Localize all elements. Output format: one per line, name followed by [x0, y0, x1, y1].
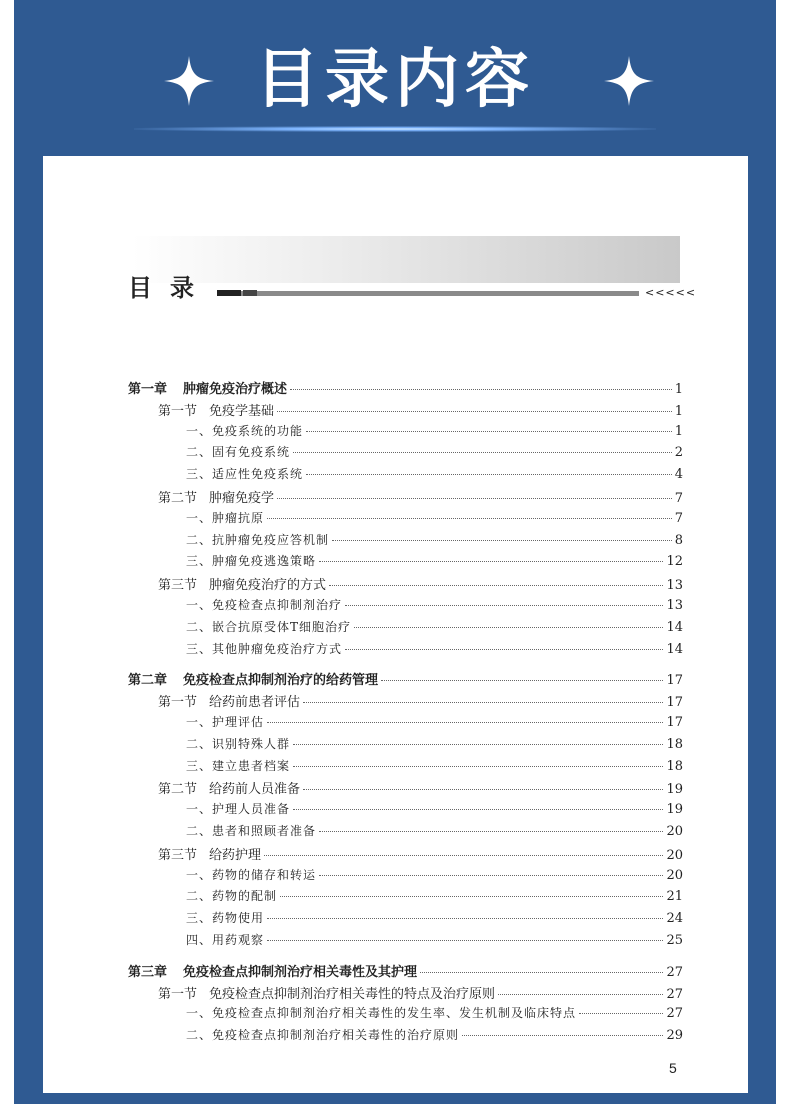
toc-chapter-title: 免疫检查点抑制剂治疗的给药管理 [183, 673, 379, 689]
chevrons-icon: <<<<< [645, 286, 697, 299]
toc-item-title: 二、患者和照顾者准备 [186, 823, 317, 838]
toc-section-number: 第一节 [158, 695, 198, 711]
toc-item-title: 二、识别特殊人群 [186, 736, 291, 751]
dot-leader [293, 766, 663, 767]
toc-item-title: 二、嵌合抗原受体T细胞治疗 [186, 619, 352, 634]
toc-item-title: 四、用药观察 [186, 932, 265, 947]
toc-page-number: 29 [666, 1028, 683, 1044]
dot-leader [267, 518, 672, 519]
dot-leader [303, 789, 663, 790]
toc-item-title: 三、药物使用 [186, 911, 265, 926]
heading-gradient-bar [132, 236, 680, 283]
toc-item-title: 一、免疫检查点抑制剂治疗相关毒性的发生率、发生机制及临床特点 [186, 1006, 577, 1021]
toc-item-row[interactable] [128, 713, 683, 735]
toc-section-title: 给药前人员准备 [209, 782, 301, 798]
toc-page-number: 7 [674, 510, 683, 526]
toc-page-number: 1 [674, 382, 683, 397]
toc-section-row[interactable] [128, 983, 683, 1005]
dot-leader [293, 452, 672, 453]
toc-page-number: 27 [666, 964, 683, 980]
toc-page-number: 1 [674, 423, 683, 439]
toc-section-row[interactable] [128, 487, 683, 509]
dot-leader [267, 918, 663, 919]
toc-page-number: 7 [674, 490, 683, 506]
dot-leader [381, 680, 663, 681]
dot-leader [264, 855, 663, 856]
dot-leader [354, 627, 663, 628]
toc-item-title: 三、肿瘤免疫逃逸策略 [186, 554, 317, 569]
toc-item-row[interactable] [128, 640, 683, 662]
dot-leader [306, 474, 672, 475]
toc-item-row[interactable] [128, 822, 683, 844]
heading-rule-accent [217, 290, 241, 296]
toc-heading: 目录 [128, 274, 212, 302]
toc-item-row[interactable] [128, 887, 683, 909]
toc-item-title: 二、固有免疫系统 [186, 445, 291, 460]
toc-item-row[interactable] [128, 931, 683, 953]
toc-page-number: 19 [666, 802, 683, 818]
toc-item-title: 一、免疫检查点抑制剂治疗 [186, 597, 343, 612]
toc-item-row[interactable] [128, 909, 683, 931]
banner-glow [134, 126, 656, 132]
toc-page-number: 25 [666, 932, 683, 948]
toc-page-number: 17 [666, 673, 683, 689]
dot-leader [498, 994, 663, 995]
toc-chapter-number: 第二章 [128, 673, 168, 689]
toc-item-row[interactable] [128, 735, 683, 757]
toc-section-title: 给药前患者评估 [209, 695, 301, 711]
toc-item-row[interactable] [128, 465, 683, 487]
toc-chapter-row[interactable] [128, 669, 683, 691]
sparkle-icon [604, 56, 654, 106]
dot-leader [303, 702, 663, 703]
toc-chapter-number: 第一章 [128, 382, 168, 397]
toc-section-title: 肿瘤免疫学 [209, 490, 275, 506]
toc-page-number: 14 [666, 619, 683, 635]
toc-page-number: 27 [666, 986, 683, 1002]
dot-leader [290, 389, 672, 390]
toc-item-row[interactable] [128, 509, 683, 531]
toc-section-number: 第二节 [158, 490, 198, 506]
toc-chapter-number: 第三章 [128, 964, 168, 980]
toc-page-number: 1 [674, 403, 683, 419]
dot-leader [293, 744, 663, 745]
dot-leader [329, 585, 663, 586]
toc-item-row[interactable] [128, 596, 683, 618]
toc-section-row[interactable] [128, 400, 683, 422]
toc-page-number: 20 [666, 823, 683, 839]
toc-section-title: 给药护理 [209, 847, 262, 863]
chapter-gap [128, 953, 683, 961]
toc-chapter-row[interactable] [128, 378, 683, 400]
toc-section-number: 第三节 [158, 578, 198, 594]
toc-item-title: 一、免疫系统的功能 [186, 423, 304, 438]
toc-page-number: 13 [666, 578, 683, 594]
toc-section-number: 第一节 [158, 986, 198, 1002]
toc-page-number: 17 [666, 695, 683, 711]
dot-leader [462, 1035, 663, 1036]
dot-leader [345, 649, 663, 650]
toc-page-number: 27 [666, 1006, 683, 1022]
banner [14, 0, 776, 155]
toc-item-title: 二、免疫检查点抑制剂治疗相关毒性的治疗原则 [186, 1028, 460, 1043]
toc-page-number: 14 [666, 641, 683, 657]
toc-chapter-title: 免疫检查点抑制剂治疗相关毒性及其护理 [183, 964, 418, 980]
heading-rule [217, 291, 639, 296]
toc-page-number: 18 [666, 758, 683, 774]
dot-leader [277, 411, 672, 412]
heading-rule-accent [243, 290, 257, 296]
toc-section-number: 第一节 [158, 403, 198, 419]
dot-leader [420, 972, 663, 973]
table-of-contents [128, 378, 683, 1048]
toc-item-title: 三、建立患者档案 [186, 758, 291, 773]
toc-item-row[interactable] [128, 866, 683, 888]
toc-item-row[interactable] [128, 552, 683, 574]
toc-page-number: 13 [666, 597, 683, 613]
toc-item-title: 一、肿瘤抗原 [186, 510, 265, 525]
dot-leader [293, 809, 663, 810]
toc-section-row[interactable] [128, 844, 683, 866]
toc-section-title: 肿瘤免疫治疗的方式 [209, 578, 327, 594]
toc-chapter-row[interactable] [128, 961, 683, 983]
toc-item-title: 三、适应性免疫系统 [186, 467, 304, 482]
dot-leader [579, 1013, 663, 1014]
toc-page-number: 20 [666, 847, 683, 863]
toc-page-number: 4 [674, 467, 683, 483]
toc-page-number: 24 [666, 911, 683, 927]
toc-section-number: 第三节 [158, 847, 198, 863]
toc-section-row[interactable] [128, 691, 683, 713]
toc-item-row[interactable] [128, 757, 683, 779]
toc-section-row[interactable] [128, 778, 683, 800]
toc-item-row[interactable] [128, 531, 683, 553]
toc-page-number: 19 [666, 782, 683, 798]
toc-page-number: 17 [666, 714, 683, 730]
toc-item-title: 一、护理人员准备 [186, 802, 291, 817]
dot-leader [280, 896, 663, 897]
toc-section-title: 免疫学基础 [209, 403, 275, 419]
dot-leader [345, 605, 663, 606]
dot-leader [277, 498, 672, 499]
toc-page-number: 18 [666, 736, 683, 752]
toc-chapter-title: 肿瘤免疫治疗概述 [183, 382, 288, 397]
toc-item-row[interactable] [128, 800, 683, 822]
toc-item-row[interactable] [128, 618, 683, 640]
toc-item-row[interactable] [128, 443, 683, 465]
toc-section-title: 免疫检查点抑制剂治疗相关毒性的特点及治疗原则 [209, 986, 496, 1002]
dot-leader [319, 831, 663, 832]
dot-leader [319, 875, 663, 876]
toc-page-number: 2 [674, 445, 683, 461]
toc-item-title: 一、护理评估 [186, 714, 265, 729]
dot-leader [267, 722, 663, 723]
toc-item-title: 一、药物的储存和转运 [186, 867, 317, 882]
toc-item-title: 二、抗肿瘤免疫应答机制 [186, 532, 330, 547]
dot-leader [267, 940, 663, 941]
frame-right [776, 0, 790, 1104]
toc-page-number: 21 [666, 889, 683, 905]
toc-section-row[interactable] [128, 574, 683, 596]
toc-page-number: 12 [666, 554, 683, 570]
toc-item-title: 三、其他肿瘤免疫治疗方式 [186, 641, 343, 656]
toc-item-row[interactable] [128, 422, 683, 444]
page-number: 5 [669, 1060, 677, 1076]
chapter-gap [128, 661, 683, 669]
dot-leader [332, 540, 672, 541]
toc-section-number: 第二节 [158, 782, 198, 798]
toc-item-row[interactable] [128, 1004, 683, 1026]
toc-item-title: 二、药物的配制 [186, 889, 278, 904]
toc-page-number: 20 [666, 867, 683, 883]
dot-leader [306, 431, 672, 432]
toc-page-number: 8 [674, 532, 683, 548]
banner-title: 目录内容 [255, 43, 535, 117]
toc-item-row[interactable] [128, 1026, 683, 1048]
book-page [43, 156, 748, 1093]
dot-leader [319, 561, 663, 562]
frame-left [0, 0, 14, 1104]
